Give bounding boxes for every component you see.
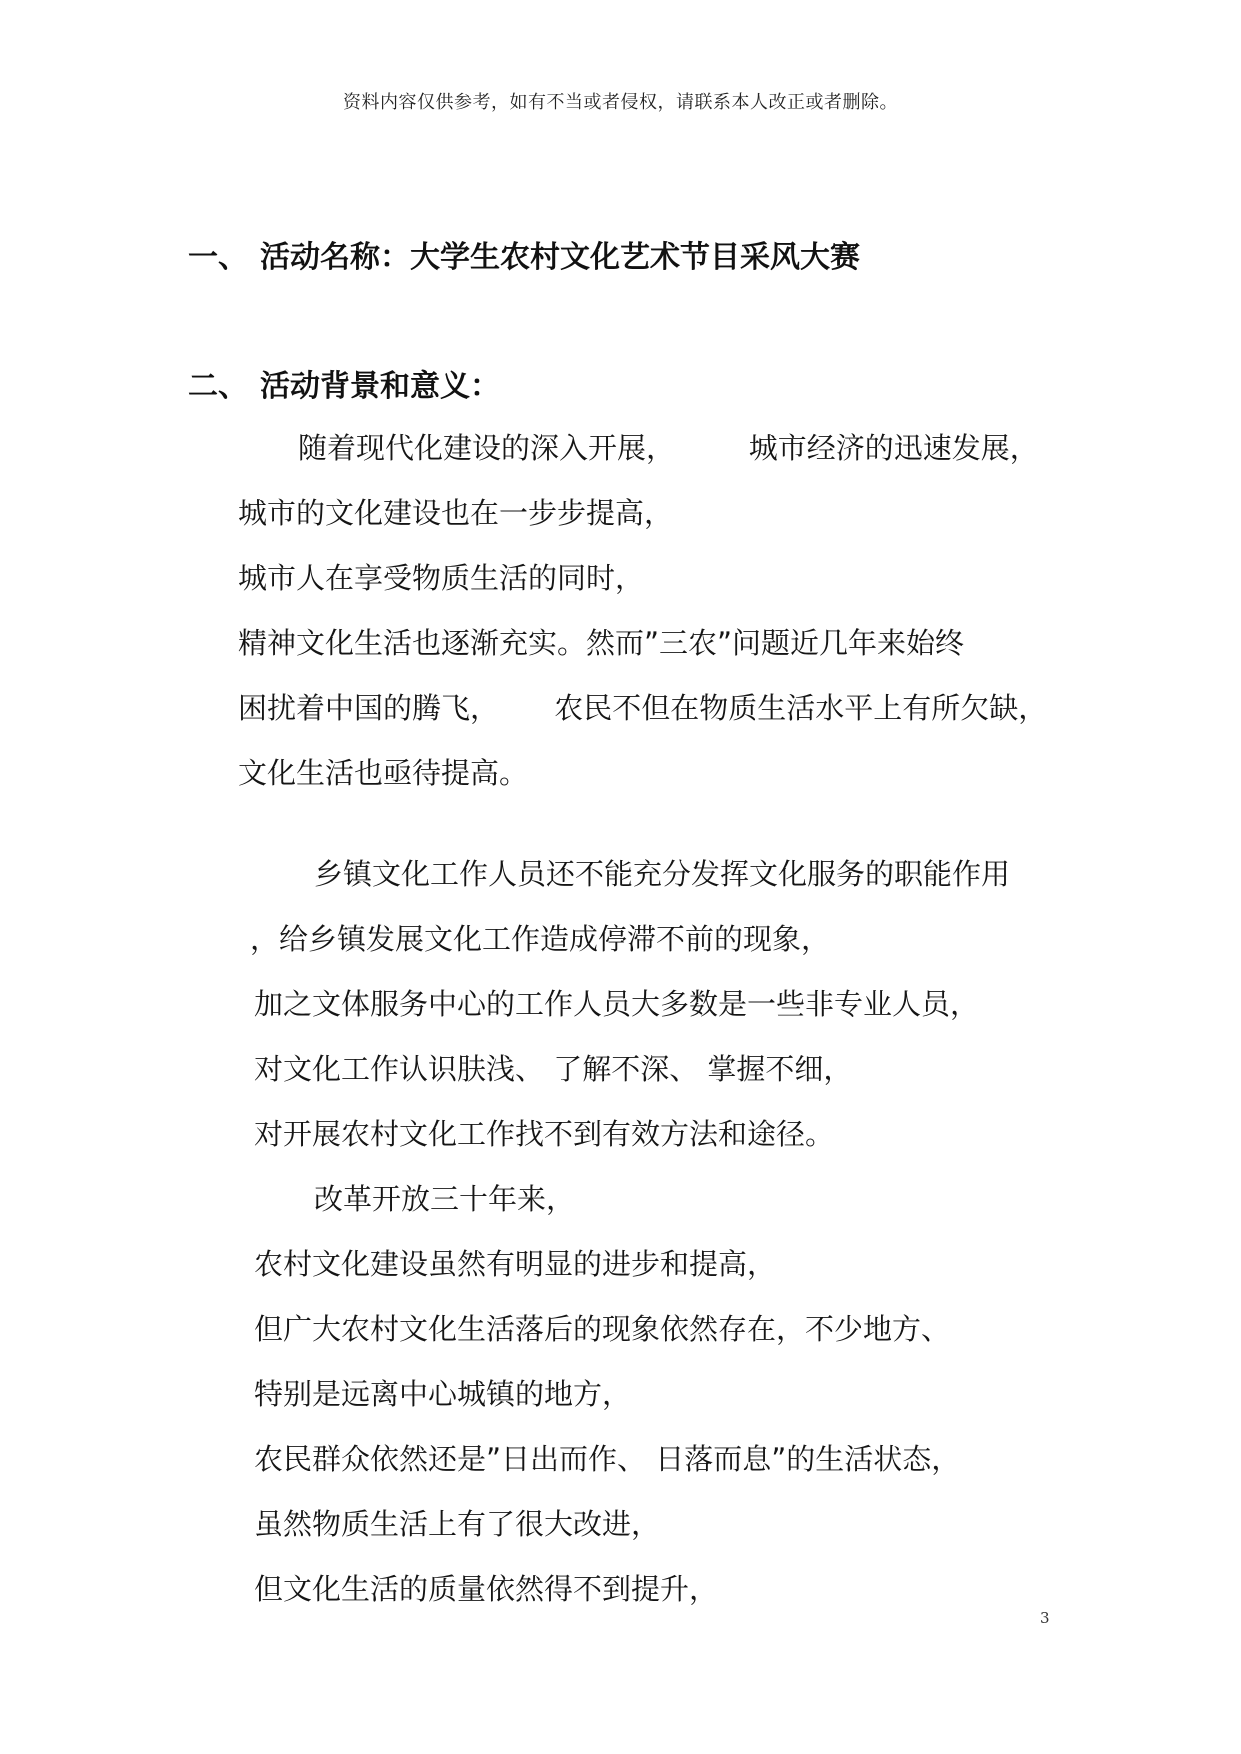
paragraph-line: 随着现代化建设的深入开展， 城市经济的迅速发展，: [298, 431, 1039, 465]
paragraph-line: 改革开放三十年来，: [314, 1182, 576, 1216]
paragraph-line: 困扰着中国的腾飞， 农民不但在物质生活水平上有所欠缺，: [238, 691, 1048, 725]
page-number: 3: [1040, 1609, 1050, 1627]
paragraph-line: 精神文化生活也逐渐充实。然而”三农”问题近几年来始终: [238, 626, 965, 660]
section-number: 二、: [188, 369, 248, 404]
paragraph-line: 城市人在享受物质生活的同时，: [238, 561, 645, 595]
section-heading-1: [188, 232, 860, 276]
paragraph-line: 虽然物质生活上有了很大改进，: [254, 1507, 661, 1541]
paragraph-line: ，给乡镇发展文化工作造成停滞不前的现象，: [250, 922, 831, 956]
disclaimer-header: 资料内容仅供参考，如有不当或者侵权，请联系本人改正或者删除。: [343, 92, 898, 113]
paragraph-line: 但广大农村文化生活落后的现象依然存在，不少地方、: [254, 1312, 951, 1346]
paragraph-line: 农村文化建设虽然有明显的进步和提高，: [254, 1247, 777, 1281]
paragraph-line: 农民群众依然还是”日出而作、 日落而息”的生活状态，: [254, 1442, 961, 1476]
paragraph-line: 对开展农村文化工作找不到有效方法和途径。: [254, 1117, 835, 1151]
paragraph-line: 对文化工作认识肤浅、 了解不深、 掌握不细，: [254, 1052, 853, 1086]
paragraph-line: 加之文体服务中心的工作人员大多数是一些非专业人员，: [254, 987, 980, 1021]
paragraph-line: 城市的文化建设也在一步步提高，: [238, 496, 674, 530]
paragraph-line: 特别是远离中心城镇的地方，: [254, 1377, 632, 1411]
section-title: 活动名称：大学生农村文化艺术节目采风大赛: [260, 240, 860, 275]
paragraph-line: 乡镇文化工作人员还不能充分发挥文化服务的职能作用: [314, 857, 1011, 891]
paragraph-line: 但文化生活的质量依然得不到提升，: [254, 1572, 719, 1606]
section-number: 一、: [188, 240, 248, 275]
section-title: 活动背景和意义：: [260, 369, 500, 404]
section-heading-2: [188, 361, 500, 405]
paragraph-line: 文化生活也亟待提高。: [238, 756, 529, 790]
